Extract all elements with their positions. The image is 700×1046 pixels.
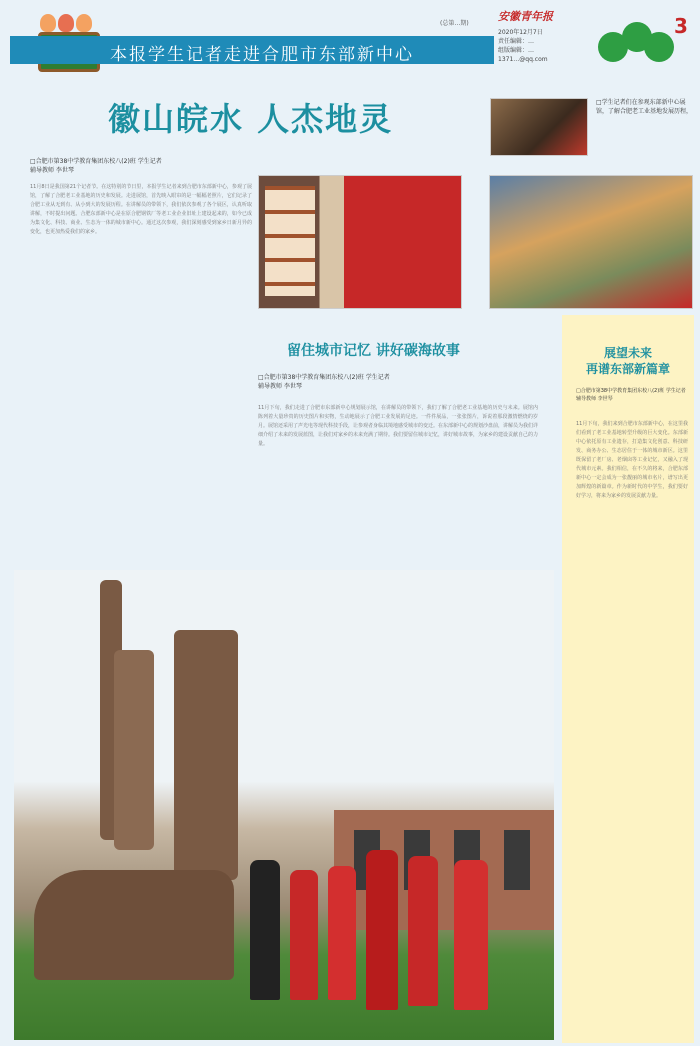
masthead-meta: [498, 28, 553, 64]
email-line: 1371…@qq.com: [498, 56, 548, 63]
section-banner: [10, 36, 494, 64]
photo-caption: □学生记者们在参观东部新中心展馆，了解合肥老工业基地发展历程，: [596, 99, 693, 115]
designer-line: 组版编辑：…: [498, 47, 535, 54]
section-title: 本报学生记者走进合肥市东部新中心: [110, 45, 414, 65]
mascot-kid-2: [58, 14, 74, 32]
masthead: [498, 8, 553, 64]
mascot-kid-1: [40, 14, 56, 32]
left-article-body: 11月8日是我国第21个记者节。在这特别的节日里，本报学生记者来到合肥市东部新中心，参观了展馆，了解了合肥老工业基地的历史和发展。走进展馆，首先映入眼帘的是一幅幅老照片，它们记录了合肥工业从无到有、从小到大的发展历程。在讲解员的带领下，我们依次参观了各个展区，认真听取讲解，不时提出问题。合肥东部新中心是在原合肥钢铁厂等老工业企业旧址上建设起来的，如今已成为集文化、科技、商业、生态为一体的城市新中心。通过这次参观，我们深刻感受到家乡日新月异的变化，也更加热爱我们的家乡。: [30, 184, 252, 235]
display-shelf: [265, 186, 315, 296]
clover-students-icon: [588, 18, 680, 66]
edition-label: (总第…期): [440, 20, 469, 27]
left-byline: □合肥市第38中学教育集团东校八(2)班 学生记者 辅导教师 李世琴: [30, 158, 162, 174]
page-number: 3: [674, 14, 688, 38]
middle-byline: □合肥市第38中学教育集团东校八(2)班 学生记者 辅导教师 李世琴: [258, 374, 390, 390]
editor-line: 责任编辑：…: [498, 38, 535, 45]
right-article-body: 11月下旬，我们来到合肥市东部新中心，在这里我们看到了老工业基地转型升级的巨大变化。东部新中心依托原有工业遗存，打造集文化创意、科技研发、商务办公、生态居住于一体的城市新区。这里既保留了老厂房、老烟囱等工业记忆，又融入了现代城市元素。我们相信，在不久的将来，合肥东部新中心一定会成为一张靓丽的城市名片，谱写出更加辉煌的新篇章。作为新时代的中学生，我们要好好学习，将来为家乡的发展贡献力量。: [576, 421, 688, 499]
city-model-photo: [489, 175, 693, 309]
right-byline: □合肥市第38中学教育集团东校八(2)班 学生记者 辅导教师 李世琴: [576, 388, 686, 402]
middle-article-body: 11月下旬，我们走进了合肥市东部新中心规划展示馆，在讲解员的带领下，我们了解了合肥老工业基地的历史与未来。展馆内陈列着大量珍贵的历史图片和实物，生动地展示了合肥工业发展的足迹。一件件展品，一张张图片，诉说着那段激情燃烧的岁月。展馆还采用了声光电等现代科技手段，让参观者身临其境地感受城市的变迁。在东部新中心的规划沙盘前，讲解员为我们详细介绍了未来的发展蓝图，让我们对家乡的未来充满了期待。我们要留住城市记忆，讲好城市故事，为家乡的建设贡献自己的力量。: [258, 405, 538, 447]
issue-date: 2020年12月7日: [498, 29, 543, 36]
students-exhibit-photo: [258, 175, 462, 309]
main-headline: 徽山皖水 人杰地灵: [108, 100, 394, 138]
middle-article-title: 留住城市记忆 讲好碳海故事: [287, 343, 460, 359]
right-article-title: 展望未来 再谱东部新篇章: [585, 346, 670, 376]
mascot-kid-3: [76, 14, 92, 32]
masthead-brand: 安徽青年报: [498, 10, 553, 23]
exhibit-photo: [490, 98, 588, 156]
industrial-relics-photo: [14, 570, 554, 1040]
